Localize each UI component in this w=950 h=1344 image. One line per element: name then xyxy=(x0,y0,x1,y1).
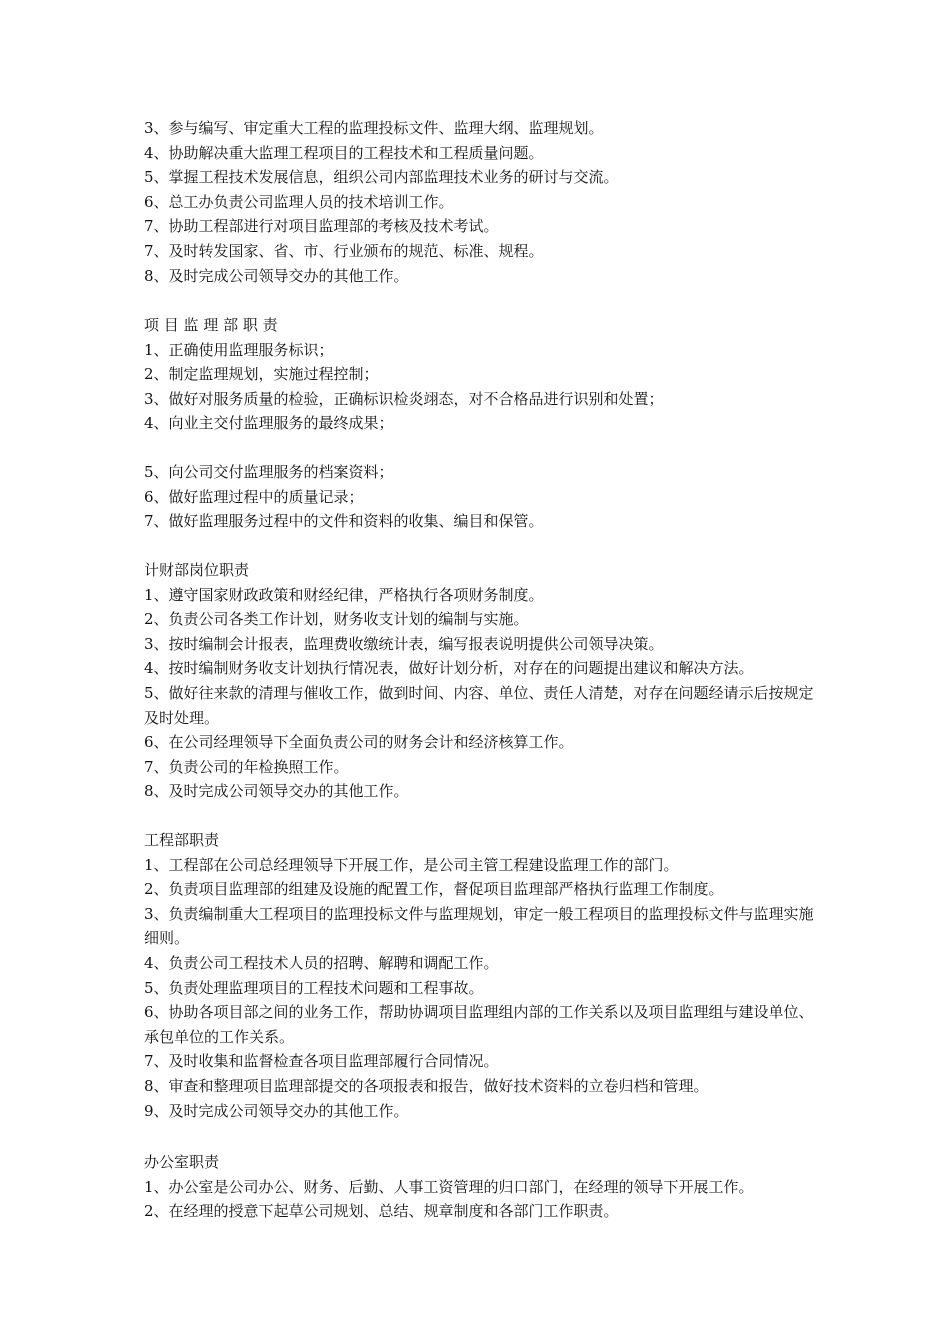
list-item: 1、工程部在公司总经理领导下开展工作，是公司主管工程建设监理工作的部门。 xyxy=(144,855,679,874)
list-item: 6、协助各项目部之间的业务工作，帮助协调项目监理组内部的工作关系以及项目监理组与建设单位、承包单位的工作关系。 xyxy=(144,1003,814,1046)
list-item: 2、负责项目监理部的组建及设施的配置工作，督促项目监理部严格执行监理工作制度。 xyxy=(144,880,724,899)
list-item: 2、制定监理规划，实施过程控制； xyxy=(144,365,379,384)
engineering-section xyxy=(144,828,816,1123)
list-item: 1、遵守国家财政政策和财经纪律，严格执行各项财务制度。 xyxy=(144,585,544,604)
list-item: 5、掌握工程技术发展信息，组织公司内部监理技术业务的研讨与交流。 xyxy=(144,168,619,187)
list-item: 7、做好监理服务过程中的文件和资料的收集、编目和保管。 xyxy=(144,512,544,531)
list-item: 6、总工办负责公司监理人员的技术培训工作。 xyxy=(144,192,454,211)
list-item: 6、做好监理过程中的质量记录； xyxy=(144,487,364,506)
list-item: 7、及时转发国家、省、市、行业颁布的规范、标准、规程。 xyxy=(144,241,544,260)
list-item: 5、向公司交付监理服务的档案资料； xyxy=(144,463,394,481)
section-heading: 计财部岗位职责 xyxy=(144,561,250,579)
list-item: 4、负责公司工程技术人员的招聘、解聘和调配工作。 xyxy=(144,953,499,972)
list-item: 1、正确使用监理服务标识； xyxy=(144,340,334,359)
list-item: 4、按时编制财务收支计划执行情况表，做好计划分析，对存在的问题提出建议和解决方法。 xyxy=(144,659,754,678)
list-item: 2、负责公司各类工作计划，财务收支计划的编制与实施。 xyxy=(144,610,529,629)
section-heading: 办公室职责 xyxy=(144,1153,220,1171)
section-heading: 工程部职责 xyxy=(144,831,220,849)
project-section-continued xyxy=(144,460,816,534)
list-item: 3、按时编制会计报表，监理费收缴统计表，编写报表说明提供公司领导决策。 xyxy=(144,634,664,653)
list-item: 7、负责公司的年检换照工作。 xyxy=(144,757,349,776)
list-item: 5、做好往来款的清理与催收工作，做到时间、内容、单位、责任人清楚，对存在问题经请示后按规定及时处理。 xyxy=(144,683,814,727)
list-item: 3、做好对服务质量的检验，正确标识检炎翊态，对不合格品进行识别和处置； xyxy=(144,389,664,408)
list-item: 4、向业主交付监理服务的最终成果； xyxy=(144,414,394,433)
list-item: 6、在公司经理领导下全面负责公司的财务会计和经济核算工作。 xyxy=(144,733,574,752)
continuation-list xyxy=(144,116,816,288)
list-item: 5、负责处理监理项目的工程技术问题和工程事故。 xyxy=(144,978,484,997)
section-heading: 项 目 监 理 部 职 责 xyxy=(144,316,278,334)
project-section xyxy=(144,313,816,436)
list-item: 7、协助工程部进行对项目监理部的考核及技术考试。 xyxy=(144,217,499,236)
office-section xyxy=(144,1150,816,1224)
list-item: 9、及时完成公司领导交办的其他工作。 xyxy=(144,1101,409,1120)
list-item: 3、参与编写、审定重大工程的监理投标文件、监理大纲、监理规划。 xyxy=(144,119,604,137)
list-item: 3、负责编制重大工程项目的监理投标文件与监理规划，审定一般工程项目的监理投标文件与监理实施细则。 xyxy=(144,904,814,948)
finance-section xyxy=(144,558,816,804)
list-item: 8、及时完成公司领导交办的其他工作。 xyxy=(144,266,409,285)
list-item: 2、在经理的授意下起草公司规划、总结、规章制度和各部门工作职责。 xyxy=(144,1202,619,1221)
list-item: 8、审查和整理项目监理部提交的各项报表和报告，做好技术资料的立卷归档和管理。 xyxy=(144,1076,709,1095)
list-item: 4、协助解决重大监理工程项目的工程技术和工程质量问题。 xyxy=(144,143,544,162)
list-item: 7、及时收集和监督检查各项目监理部履行合同情况。 xyxy=(144,1052,499,1071)
list-item: 8、及时完成公司领导交办的其他工作。 xyxy=(144,782,409,801)
list-item: 1、办公室是公司办公、财务、后勤、人事工资管理的归口部门，在经理的领导下开展工作。 xyxy=(144,1177,754,1196)
